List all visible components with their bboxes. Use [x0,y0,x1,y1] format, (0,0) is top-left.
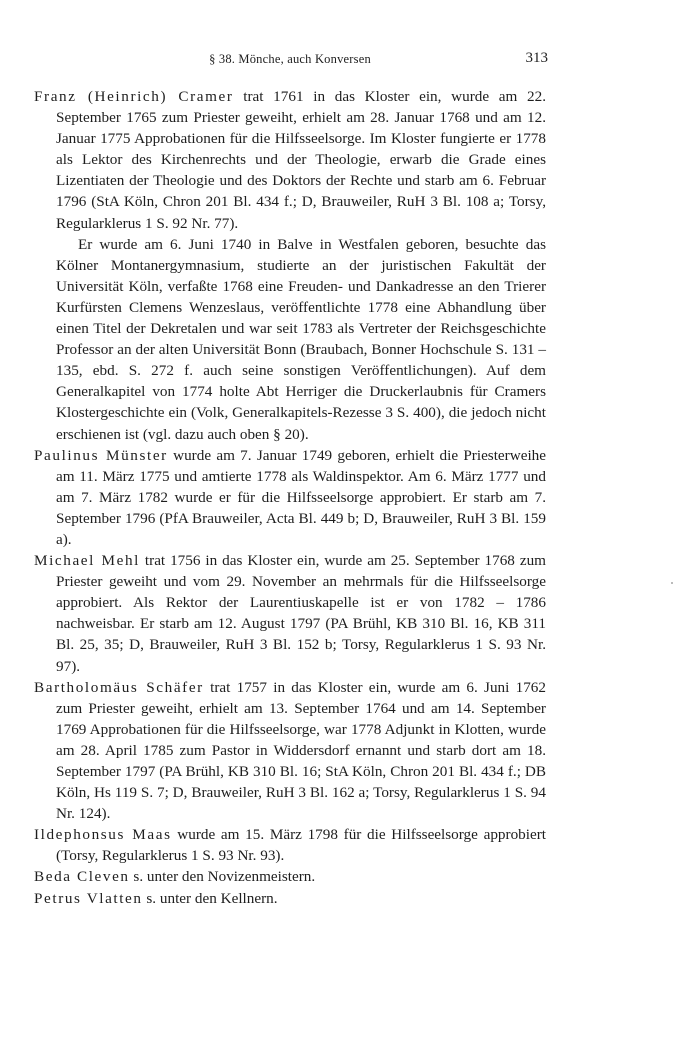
page-number: 313 [525,50,548,66]
entry-text: s. unter den Kellnern. [142,889,278,907]
entry-name: Petrus Vlatten [34,889,143,907]
entry-bartholomaeus-schaefer [34,677,546,825]
running-title: § 38. Mönche, auch Konversen [209,52,371,66]
page-body [34,86,546,909]
entry-name: Michael Mehl [34,552,140,570]
entry-franz-cramer-continuation [34,234,546,445]
page-header [34,52,546,72]
entry-michael-mehl [34,550,546,677]
entry-name: Paulinus Münster [34,446,168,464]
entry-text: trat 1756 in das Kloster ein, wurde am 25. September 1768 zum Priester geweiht und vom 29. November an mehrmals für die Hilfsseelsorge approbiert. Als Rektor der Laurentiuskapelle ist er von 1782 – 1786 nachweisbar. Er starb am 12. August 1797 (PA Brühl, KB 310 Bl. 16, KB 311 Bl. 25, 35; D, Brauweiler, RuH 3 Bl. 152 b; Torsy, Regularklerus 1 S. 93 Nr. 97). [56,552,546,675]
entry-text: Er wurde am 6. Juni 1740 in Balve in Westfalen geboren, besuchte das Kölner Montanergymnasium, studierte an der juristischen Fakultät der Universität Köln, verfaßte 1768 eine Freuden- und Dankadresse an den Trierer Kurfürsten Clemens Wenzeslaus, veröffentlichte 1778 eine Abhandlung über einen Titel der Dekretalen und war seit 1783 als Vertreter der Reichsgeschichte Professor an der alten Universität Bonn (Braubach, Bonner Hochschule S. 131 – 135, ebd. S. 272 f. auch seine sonstigen Veröffentlichungen). Auf dem Generalkapitel von 1774 holte Abt Herriger die Druckerlaubnis für Cramers Klostergeschichte ein (Volk, Generalkapitels-Rezesse 3 S. 400), die jedoch nicht erschienen ist (vgl. dazu auch oben § 20). [56,235,546,443]
entry-name: Bartholomäus Schäfer [34,678,204,696]
entry-name: Franz (Heinrich) Cramer [34,88,234,105]
entry-text: wurde am 15. März 1798 für die Hilfsseelsorge approbiert (Torsy, Regularklerus 1 S. 93 Nr. 93). [56,826,546,865]
entry-ildephonsus-maas [34,824,546,866]
entry-beda-cleven [34,866,546,887]
scan-speck [671,582,673,584]
entry-paulinus-muenster [34,445,546,550]
entry-text: wurde am 7. Januar 1749 geboren, erhielt die Priesterweihe am 11. März 1775 und amtierte 1778 als Waldinspektor. Am 6. März 1777 und am 7. März 1782 wurde er für die Hilfsseelsorge approbiert. Er starb am 7. September 1796 (PfA Brauweiler, Acta Bl. 449 b; D, Brauweiler, RuH 3 Bl. 159 a). [56,446,546,548]
entry-franz-cramer [34,86,546,234]
entry-text: s. unter den Novizenmeistern. [129,868,316,886]
entry-name: Ildephonsus Maas [34,826,172,844]
entry-text: trat 1761 in das Kloster ein, wurde am 22. September 1765 zum Priester geweiht, erhielt am 28. Januar 1768 und am 12. Januar 1775 Approbationen für die Hilfsseelsorge. Im Kloster fungierte er 1778 als Lektor des Kirchenrechts und der Theologie, erwarb die Grade eines Lizentiaten der Theologie und des Doktors der Rechte und starb am 6. Februar 1796 (StA Köln, Chron 201 Bl. 434 f.; D, Brauweiler, RuH 3 Bl. 108 a; Torsy, Regularklerus 1 S. 92 Nr. 77). [56,88,546,232]
entry-name: Beda Cleven [34,868,130,886]
entry-petrus-vlatten [34,888,546,909]
entry-text: trat 1757 in das Kloster ein, wurde am 6. Juni 1762 zum Priester geweiht, erhielt am 13. September 1764 und am 14. September 1769 Approbationen für die Hilfsseelsorge, war 1778 Adjunkt in Klotten, wurde am 28. April 1785 zum Pastor in Widdersdorf ernannt und starb dort am 18. September 1797 (PA Brühl, KB 310 Bl. 16; StA Köln, Chron 201 Bl. 434 f.; DB Köln, Hs 119 S. 7; D, Brauweiler, RuH 3 Bl. 162 a; Torsy, Regularklerus 1 S. 94 Nr. 124). [56,678,546,823]
